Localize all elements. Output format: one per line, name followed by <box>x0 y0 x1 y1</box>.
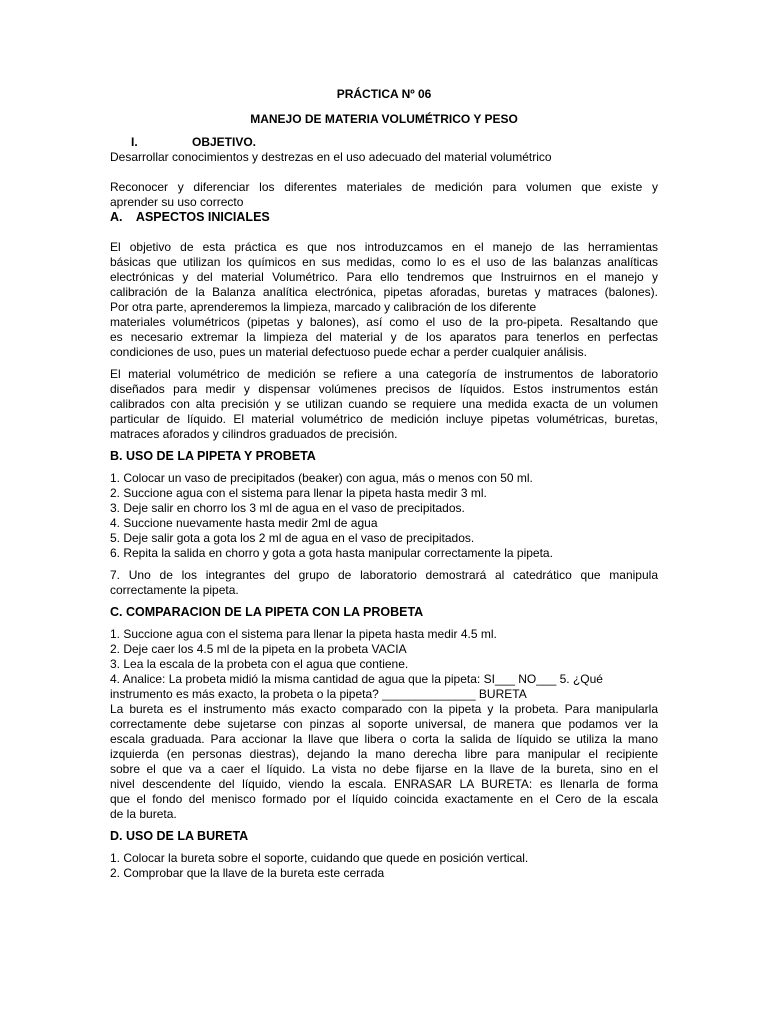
paragraph-line: izquierda (en personas diestras), dejando la mano derecha libre para manipular el recipiente <box>110 747 658 761</box>
section-b-step-7a: 7. Uno de los integrantes del grupo de laboratorio demostrará al catedrático que manipula <box>110 568 658 582</box>
list-item: 1. Colocar la bureta sobre el soporte, cuidando que quede en posición vertical. <box>110 851 529 865</box>
objective-text-2a: Reconocer y diferenciar los diferentes materiales de medición para volumen que existe y <box>110 180 658 194</box>
paragraph-line: escala graduada. Para accionar la llave que libera o corta la salida de líquido se utiliza la mano <box>110 732 658 746</box>
paragraph-line: calibración de la Balanza analítica electrónica, pipetas aforadas, buretas y matraces (balones). <box>110 285 658 299</box>
list-item: 4. Succione nuevamente hasta medir 2ml de agua <box>110 516 378 530</box>
list-item: 1. Succione agua con el sistema para llenar la pipeta hasta medir 4.5 ml. <box>110 627 497 641</box>
section-b-steps <box>110 471 658 561</box>
paragraph-line: correctamente debe sujetarse con pinzas al soporte universal, de manera que podamos ver la <box>110 717 658 731</box>
section-d-steps <box>110 851 658 881</box>
paragraph-line: que el fondo del menisco formado por el líquido coincida exactamente en el Cero de la escala <box>110 792 658 806</box>
list-item: 2. Comprobar que la llave de la bureta este cerrada <box>110 866 385 880</box>
paragraph-line: La bureta es el instrumento más exacto comparado con la pipeta y la probeta. Para manipularla <box>110 702 658 716</box>
paragraph-line: sobre el que va a caer el líquido. La vista no debe fijarse en la llave de la bureta, sino en el <box>110 762 658 776</box>
section-c-paragraph <box>110 702 658 822</box>
section-b-step-7b: correctamente la pipeta. <box>110 583 239 597</box>
list-item: instrumento es más exacto, la probeta o la pipeta? ______________ BURETA <box>110 687 527 701</box>
document-page <box>110 87 658 881</box>
objective-number: I. <box>131 135 138 149</box>
section-a-paragraph-2 <box>110 367 658 442</box>
list-item: 2. Succione agua con el sistema para llenar la pipeta hasta medir 3 ml. <box>110 486 487 500</box>
paragraph-line: particular de líquido. El material volumétrico de medición incluye pipetas volumétricas, buretas, <box>110 412 658 426</box>
paragraph-line: es necesario extremar la limpieza del material y de los aparatos para tenerlos en perfectas <box>110 330 658 344</box>
section-d-heading: D. USO DE LA BURETA <box>110 829 249 843</box>
list-item: 4. Analice: La probeta midió la misma cantidad de agua que la pipeta: SI___ NO___ 5. ¿Qué <box>110 672 603 686</box>
section-a-paragraph-1 <box>110 240 658 360</box>
section-c-steps <box>110 627 658 702</box>
list-item: 2. Deje caer los 4.5 ml de la pipeta en la probeta VACIA <box>110 642 407 656</box>
list-item: 3. Deje salir en chorro los 3 ml de agua en el vaso de precipitados. <box>110 501 465 515</box>
section-b-heading: B. USO DE LA PIPETA Y PROBETA <box>110 449 316 463</box>
section-c-heading: C. COMPARACION DE LA PIPETA CON LA PROBETA <box>110 605 424 619</box>
paragraph-line: nivel descendente del líquido, viendo la escala. ENRASAR LA BURETA: es llenarla de forma <box>110 777 658 791</box>
paragraph-line: de la bureta. <box>110 807 177 821</box>
objective-text-2b: aprender su uso correcto <box>110 195 244 209</box>
list-item: 6. Repita la salida en chorro y gota a gota hasta manipular correctamente la pipeta. <box>110 546 553 560</box>
objective-text-1: Desarrollar conocimientos y destrezas en el uso adecuado del material volumétrico <box>110 150 552 164</box>
paragraph-line: materiales volumétricos (pipetas y balones), así como el uso de la pro-pipeta. Resaltando que <box>110 315 658 329</box>
paragraph-line: Por otra parte, aprenderemos la limpieza, marcado y calibración de los diferente <box>110 300 537 314</box>
paragraph-line: calibrados con alta precisión y se utilizan cuando se requiere una medida exacta de un volumen <box>110 397 658 411</box>
page-subtitle: MANEJO DE MATERIA VOLUMÉTRICO Y PESO <box>250 112 518 126</box>
section-a-heading: A. ASPECTOS INICIALES <box>110 210 270 224</box>
page-title: PRÁCTICA Nº 06 <box>336 87 432 101</box>
paragraph-line: El material volumétrico de medición se refiere a una categoría de instrumentos de laboratorio <box>110 367 658 381</box>
objective-label: OBJETIVO. <box>192 135 257 149</box>
paragraph-line: electrónicas y del material Volumétrico. Para ello tendremos que Instruirnos en el manejo y <box>110 270 658 284</box>
paragraph-line: condiciones de uso, pues un material defectuoso puede echar a perder cualquier análisis. <box>110 345 587 359</box>
list-item: 5. Deje salir gota a gota los 2 ml de agua en el vaso de precipitados. <box>110 531 475 545</box>
paragraph-line: El objetivo de esta práctica es que nos introduzcamos en el manejo de las herramientas <box>110 240 658 254</box>
paragraph-line: matraces aforados y cilindros graduados de precisión. <box>110 427 398 441</box>
paragraph-line: diseñados para medir y dispensar volúmenes precisos de líquidos. Estos instrumentos están <box>110 382 658 396</box>
paragraph-line: básicas que utilizan los químicos en sus medidas, como lo es el uso de las balanzas analíticas <box>110 255 658 269</box>
objective-heading <box>110 135 658 150</box>
list-item: 1. Colocar un vaso de precipitados (beaker) con agua, más o menos con 50 ml. <box>110 471 533 485</box>
list-item: 3. Lea la escala de la probeta con el agua que contiene. <box>110 657 409 671</box>
